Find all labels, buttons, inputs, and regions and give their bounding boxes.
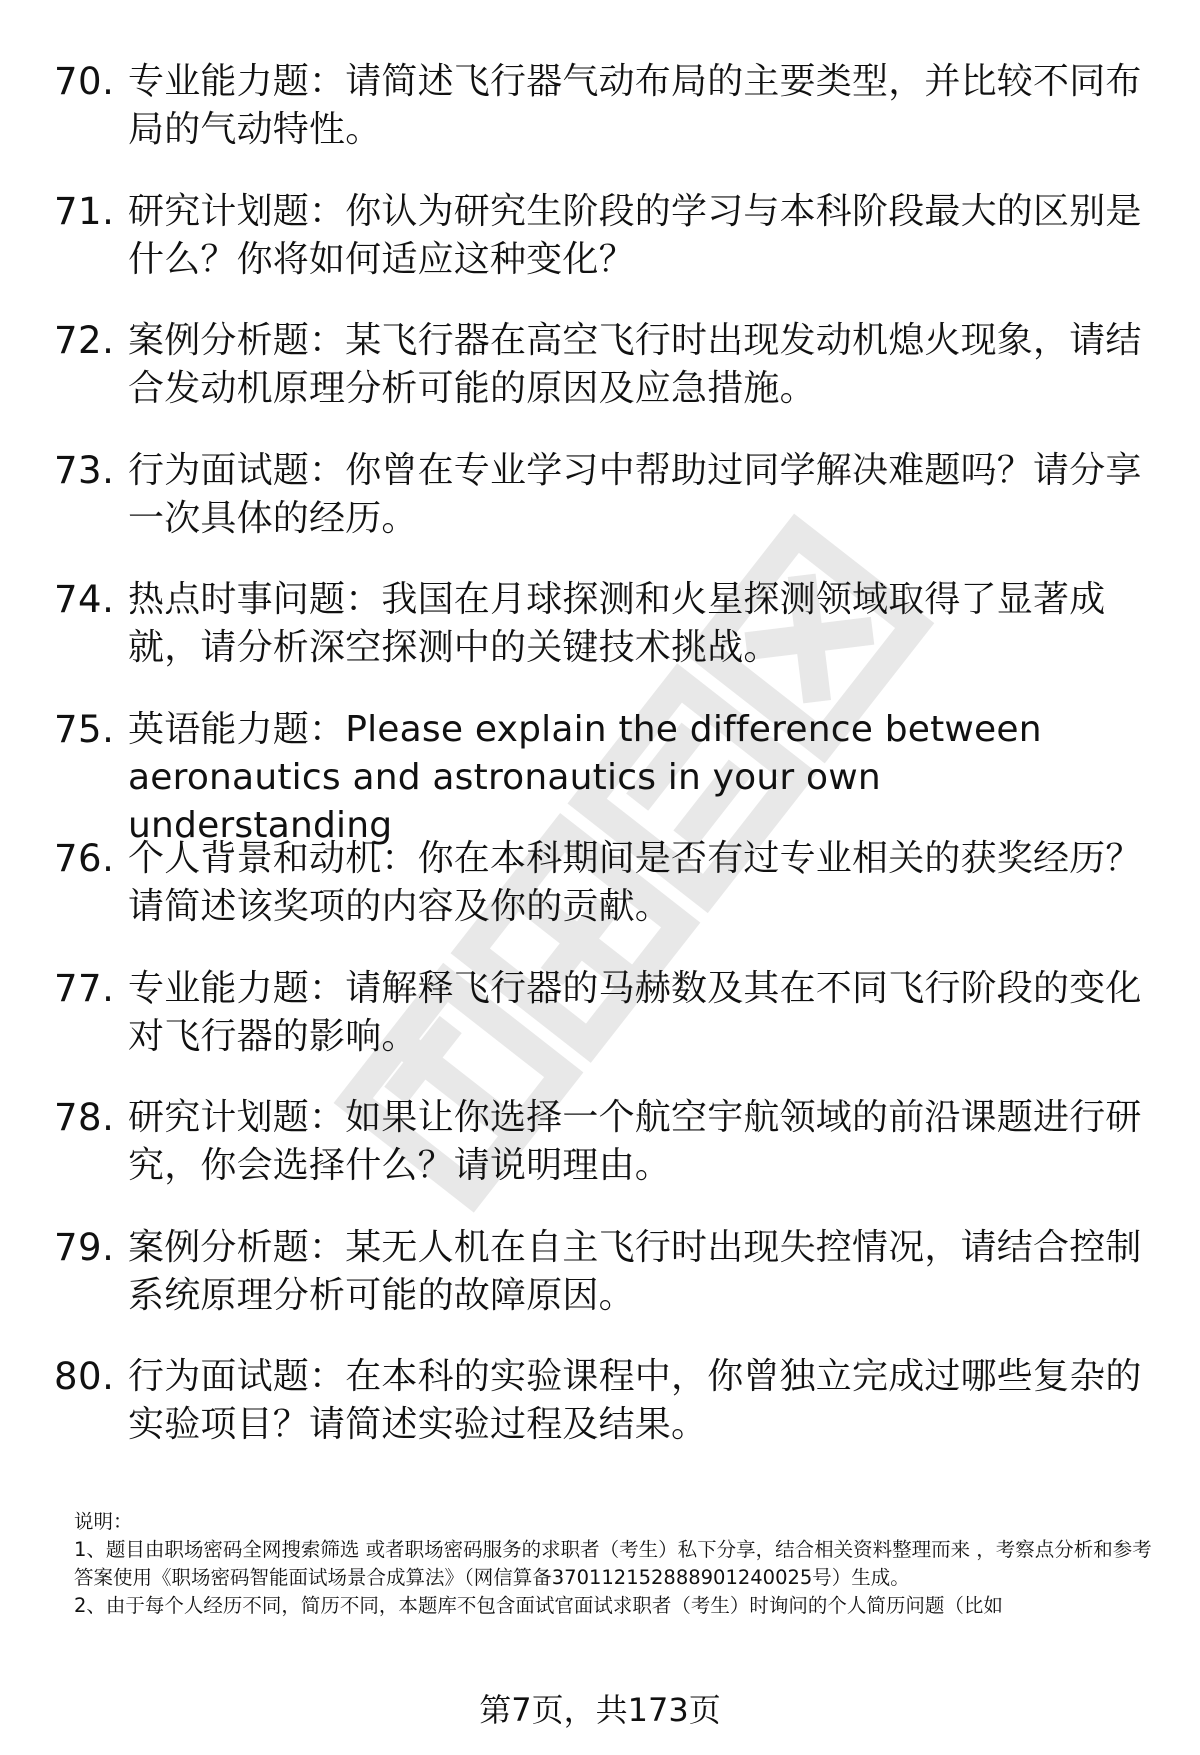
question-text: 案例分析题：某无人机在自主飞行时出现失控情况，请结合控制系统原理分析可能的故障原因。 xyxy=(128,1226,1142,1316)
question-text: 研究计划题：你认为研究生阶段的学习与本科阶段最大的区别是什么？你将如何适应这种变化？ xyxy=(128,190,1142,280)
question-text: 个人背景和动机：你在本科期间是否有过专业相关的获奖经历？请简述该奖项的内容及你的贡献。 xyxy=(128,838,1142,927)
question-item xyxy=(54,1224,1154,1354)
question-text: 研究计划题：如果让你选择一个航空宇航领域的前沿课题进行研究，你会选择什么？请说明理由。 xyxy=(128,1097,1142,1186)
question-text: 热点时事问题：我国在月球探测和火星探测领域取得了显著成就，请分析深空探测中的关键技术挑战。 xyxy=(128,579,1106,668)
question-number: 77. xyxy=(54,966,115,1010)
question-number: 76. xyxy=(54,837,115,880)
page-number: 第7页，共173页 xyxy=(479,1691,721,1729)
notes-item: 1、题目由职场密码全网搜索筛选 或者职场密码服务的求职者（考生）私下分享，结合相关资料整理而来 ，考察点分析和参考答案使用《职场密码智能面试场景合成算法》（网信算备370112152888901240025号）生成。 xyxy=(74,1538,1152,1589)
question-number: 78. xyxy=(54,1096,115,1139)
question-number: 79. xyxy=(54,1225,115,1269)
question-item xyxy=(54,576,1154,706)
question-text: 案例分析题：某飞行器在高空飞行时出现发动机熄火现象，请结合发动机原理分析可能的原因及应急措施。 xyxy=(128,320,1142,409)
question-number: 71. xyxy=(54,189,115,233)
question-item xyxy=(54,58,1154,188)
question-text: 专业能力题：请解释飞行器的马赫数及其在不同飞行阶段的变化对飞行器的影响。 xyxy=(128,967,1142,1057)
question-item xyxy=(54,188,1154,318)
question-text: 行为面试题：在本科的实验课程中，你曾独立完成过哪些复杂的实验项目？请简述实验过程及结果。 xyxy=(128,1356,1142,1445)
question-number: 70. xyxy=(54,60,115,103)
question-text: 专业能力题：请简述飞行器气动布局的主要类型，并比较不同布局的气动特性。 xyxy=(128,61,1142,150)
question-item xyxy=(54,317,1154,447)
notes-item: 2、由于每个人经历不同，简历不同，本题库不包含面试官面试求职者（考生）时询问的个人简历问题（比如 xyxy=(74,1594,1003,1617)
question-number: 75. xyxy=(54,707,115,751)
page-footer xyxy=(0,1690,1200,1730)
question-number: 74. xyxy=(54,578,115,621)
notes-section xyxy=(74,1508,1154,1620)
question-text: 英语能力题：Please explain the difference between aeronautics and astronautics in your own understanding xyxy=(128,708,1042,846)
question-number: 72. xyxy=(54,319,115,362)
question-number: 80. xyxy=(54,1355,115,1398)
question-number: 73. xyxy=(54,448,115,492)
question-item xyxy=(54,1094,1154,1224)
question-item xyxy=(54,1353,1154,1483)
question-item xyxy=(54,447,1154,577)
question-list xyxy=(54,58,1154,1483)
question-item xyxy=(54,965,1154,1095)
question-item xyxy=(54,835,1154,965)
question-text: 行为面试题：你曾在专业学习中帮助过同学解决难题吗？请分享一次具体的经历。 xyxy=(128,449,1142,539)
notes-heading: 说明： xyxy=(74,1510,133,1533)
question-item xyxy=(54,706,1154,846)
